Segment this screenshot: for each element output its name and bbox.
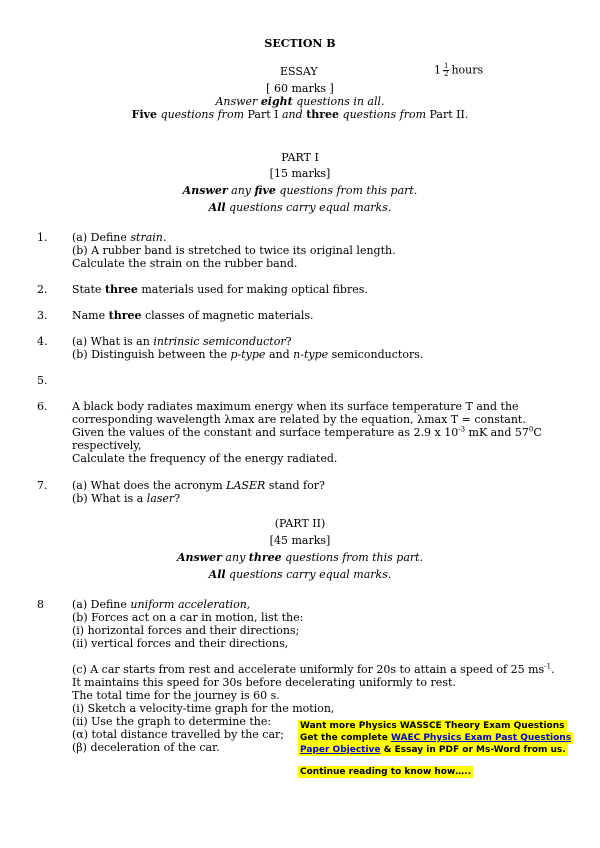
q6-line-5: Calculate the frequency of the energy radiated. (72, 452, 338, 465)
instr-ital: and (278, 108, 307, 121)
q-text: Given the values of the constant and surface temperature as 2.9 x 10 (72, 426, 459, 439)
q4-b (72, 348, 423, 361)
q-text: C (533, 426, 542, 439)
q-text: mK and 57 (465, 426, 529, 439)
q-bold: three (104, 283, 138, 296)
q7-b (72, 492, 180, 505)
instr-text: Part II. (429, 108, 469, 121)
instr-bold: Answer (182, 184, 228, 197)
instr-bold: All (208, 568, 226, 581)
q-text: (a) Define (72, 231, 131, 244)
promo-text: Get the complete (300, 733, 391, 743)
paper-objective-link[interactable]: Paper Objective (300, 745, 381, 755)
instr-text: Part I (247, 108, 279, 121)
time-numerator: 1 (444, 62, 449, 70)
instr-bold: three (248, 551, 282, 564)
q-ital: intrinsic semiconductor (153, 335, 286, 348)
q6-line-2: corresponding wavelength λmax are related by the equation, λmax T = constant. (72, 413, 526, 426)
q2-number: 2. (37, 283, 48, 296)
part2-instruction-1 (0, 551, 600, 564)
q1-a (72, 231, 166, 244)
instruction-parts (0, 108, 600, 121)
q-text: (b) What is a (72, 492, 147, 505)
q6-line-1: A black body radiates maximum energy when its surface temperature T and the (72, 400, 519, 413)
q8-b: (b) Forces act on a car in motion, list the: (72, 611, 304, 624)
instr-text: questions in all. (292, 95, 385, 108)
part1-instruction-2 (0, 201, 600, 214)
q-bold: three (108, 309, 142, 322)
q3-number: 3. (37, 309, 48, 322)
q-text: semiconductors. (328, 348, 424, 361)
promo-line-3 (298, 744, 568, 756)
q8-b-i: (i) horizontal forces and their directions; (72, 624, 300, 637)
part2-instruction-2 (0, 568, 600, 581)
instr-bold: Five (131, 108, 158, 121)
q-ital: n-type (293, 348, 329, 361)
q-text: classes of magnetic materials. (141, 309, 314, 322)
part1-instruction-1 (0, 184, 600, 197)
q8-b-ii: (ii) vertical forces and their directions, (72, 637, 289, 650)
promo-continue[interactable]: Continue reading to know how….. (300, 767, 472, 777)
time-allowed (434, 63, 483, 78)
time-denominator: 2 (444, 70, 449, 78)
q-ital: LASER (226, 479, 266, 492)
essay-label: ESSAY (280, 65, 318, 78)
instr-text: Answer (215, 95, 261, 108)
time-unit: hours (451, 63, 484, 77)
q6-line-4: respectively, (72, 439, 142, 452)
q-ital: p-type (230, 348, 266, 361)
q1-b: (b) A rubber band is stretched to twice its original length. (72, 244, 396, 257)
q4-number: 4. (37, 335, 48, 348)
q1-number: 1. (37, 231, 48, 244)
q-sup: -1 (544, 662, 552, 671)
part2-marks: [45 marks] (269, 534, 331, 547)
q8-c-2: It maintains this speed for 30s before decelerating uniformly to rest. (72, 676, 456, 689)
q8-a (72, 598, 250, 611)
q-text: (c) A car starts from rest and accelerate uniformly for 20s to attain a speed of 25 ms (72, 663, 545, 676)
q7-number: 7. (37, 479, 48, 492)
time-fraction (443, 63, 449, 78)
q-text: stand for? (265, 479, 325, 492)
q-sup: -3 (458, 425, 466, 434)
q6-number: 6. (37, 400, 48, 413)
part1-marks: [15 marks] (269, 167, 331, 180)
instr-ital: questions from this part. (275, 184, 418, 197)
instr-bold: three (306, 108, 340, 121)
instr-ital: any (227, 184, 255, 197)
q5-number: 5. (37, 374, 48, 387)
total-marks: [ 60 marks ] (266, 82, 334, 95)
q7-a (72, 479, 325, 492)
promo-line-2 (298, 732, 573, 744)
instr-bold: All (208, 201, 226, 214)
q-ital: strain. (130, 231, 167, 244)
q8-c-1 (72, 663, 555, 676)
instr-ital: any (221, 551, 249, 564)
instr-bold: eight (260, 95, 293, 108)
q-ital: uniform acceleration, (130, 598, 251, 611)
q-text: ? (285, 335, 292, 348)
q8-c-5: (ii) Use the graph to determine the: (72, 715, 272, 728)
q8-number: 8 (37, 598, 44, 611)
q8-c-4: (i) Sketch a velocity-time graph for the motion, (72, 702, 335, 715)
promo-line-1: Want more Physics WASSCE Theory Exam Questions (300, 721, 565, 731)
q6-line-3 (72, 426, 542, 439)
q1-c: Calculate the strain on the rubber band. (72, 257, 298, 270)
q-text: . (551, 663, 555, 676)
instr-ital: questions from this part. (281, 551, 424, 564)
instr-ital: questions carry equal marks. (225, 568, 392, 581)
q-text: (a) What is an (72, 335, 154, 348)
q8-c-6: (α) total distance travelled by the car; (72, 728, 284, 741)
q-text: (b) Distinguish between the (72, 348, 231, 361)
instr-bold: Answer (176, 551, 222, 564)
waec-physics-link[interactable]: WAEC Physics Exam Past Questions (390, 733, 572, 743)
q-text: and (265, 348, 294, 361)
q2-text (72, 283, 368, 296)
instr-bold: five (254, 184, 276, 197)
q4-a (72, 335, 291, 348)
section-title: SECTION B (264, 37, 336, 50)
time-whole: 1 (434, 63, 441, 77)
q-text: materials used for making optical fibres. (137, 283, 368, 296)
q-ital: laser (146, 492, 175, 505)
q-text: State (72, 283, 105, 296)
instr-ital: questions carry equal marks. (225, 201, 392, 214)
q-text: Name (72, 309, 109, 322)
q-text: ? (174, 492, 181, 505)
instruction-answer-eight (0, 95, 600, 108)
part2-title: (PART II) (274, 517, 326, 530)
q-text: (a) Define (72, 598, 131, 611)
q-sup: 0 (528, 425, 534, 434)
q8-c-7: (β) deceleration of the car. (72, 741, 220, 754)
q8-c-3: The total time for the journey is 60 s. (72, 689, 280, 702)
promo-text: & Essay in PDF or Ms-Word from us. (380, 745, 566, 755)
q3-text (72, 309, 314, 322)
instr-ital: questions from (157, 108, 248, 121)
instr-ital: questions from (339, 108, 430, 121)
q-text: (a) What does the acronym (72, 479, 227, 492)
part1-title: PART I (281, 151, 319, 164)
